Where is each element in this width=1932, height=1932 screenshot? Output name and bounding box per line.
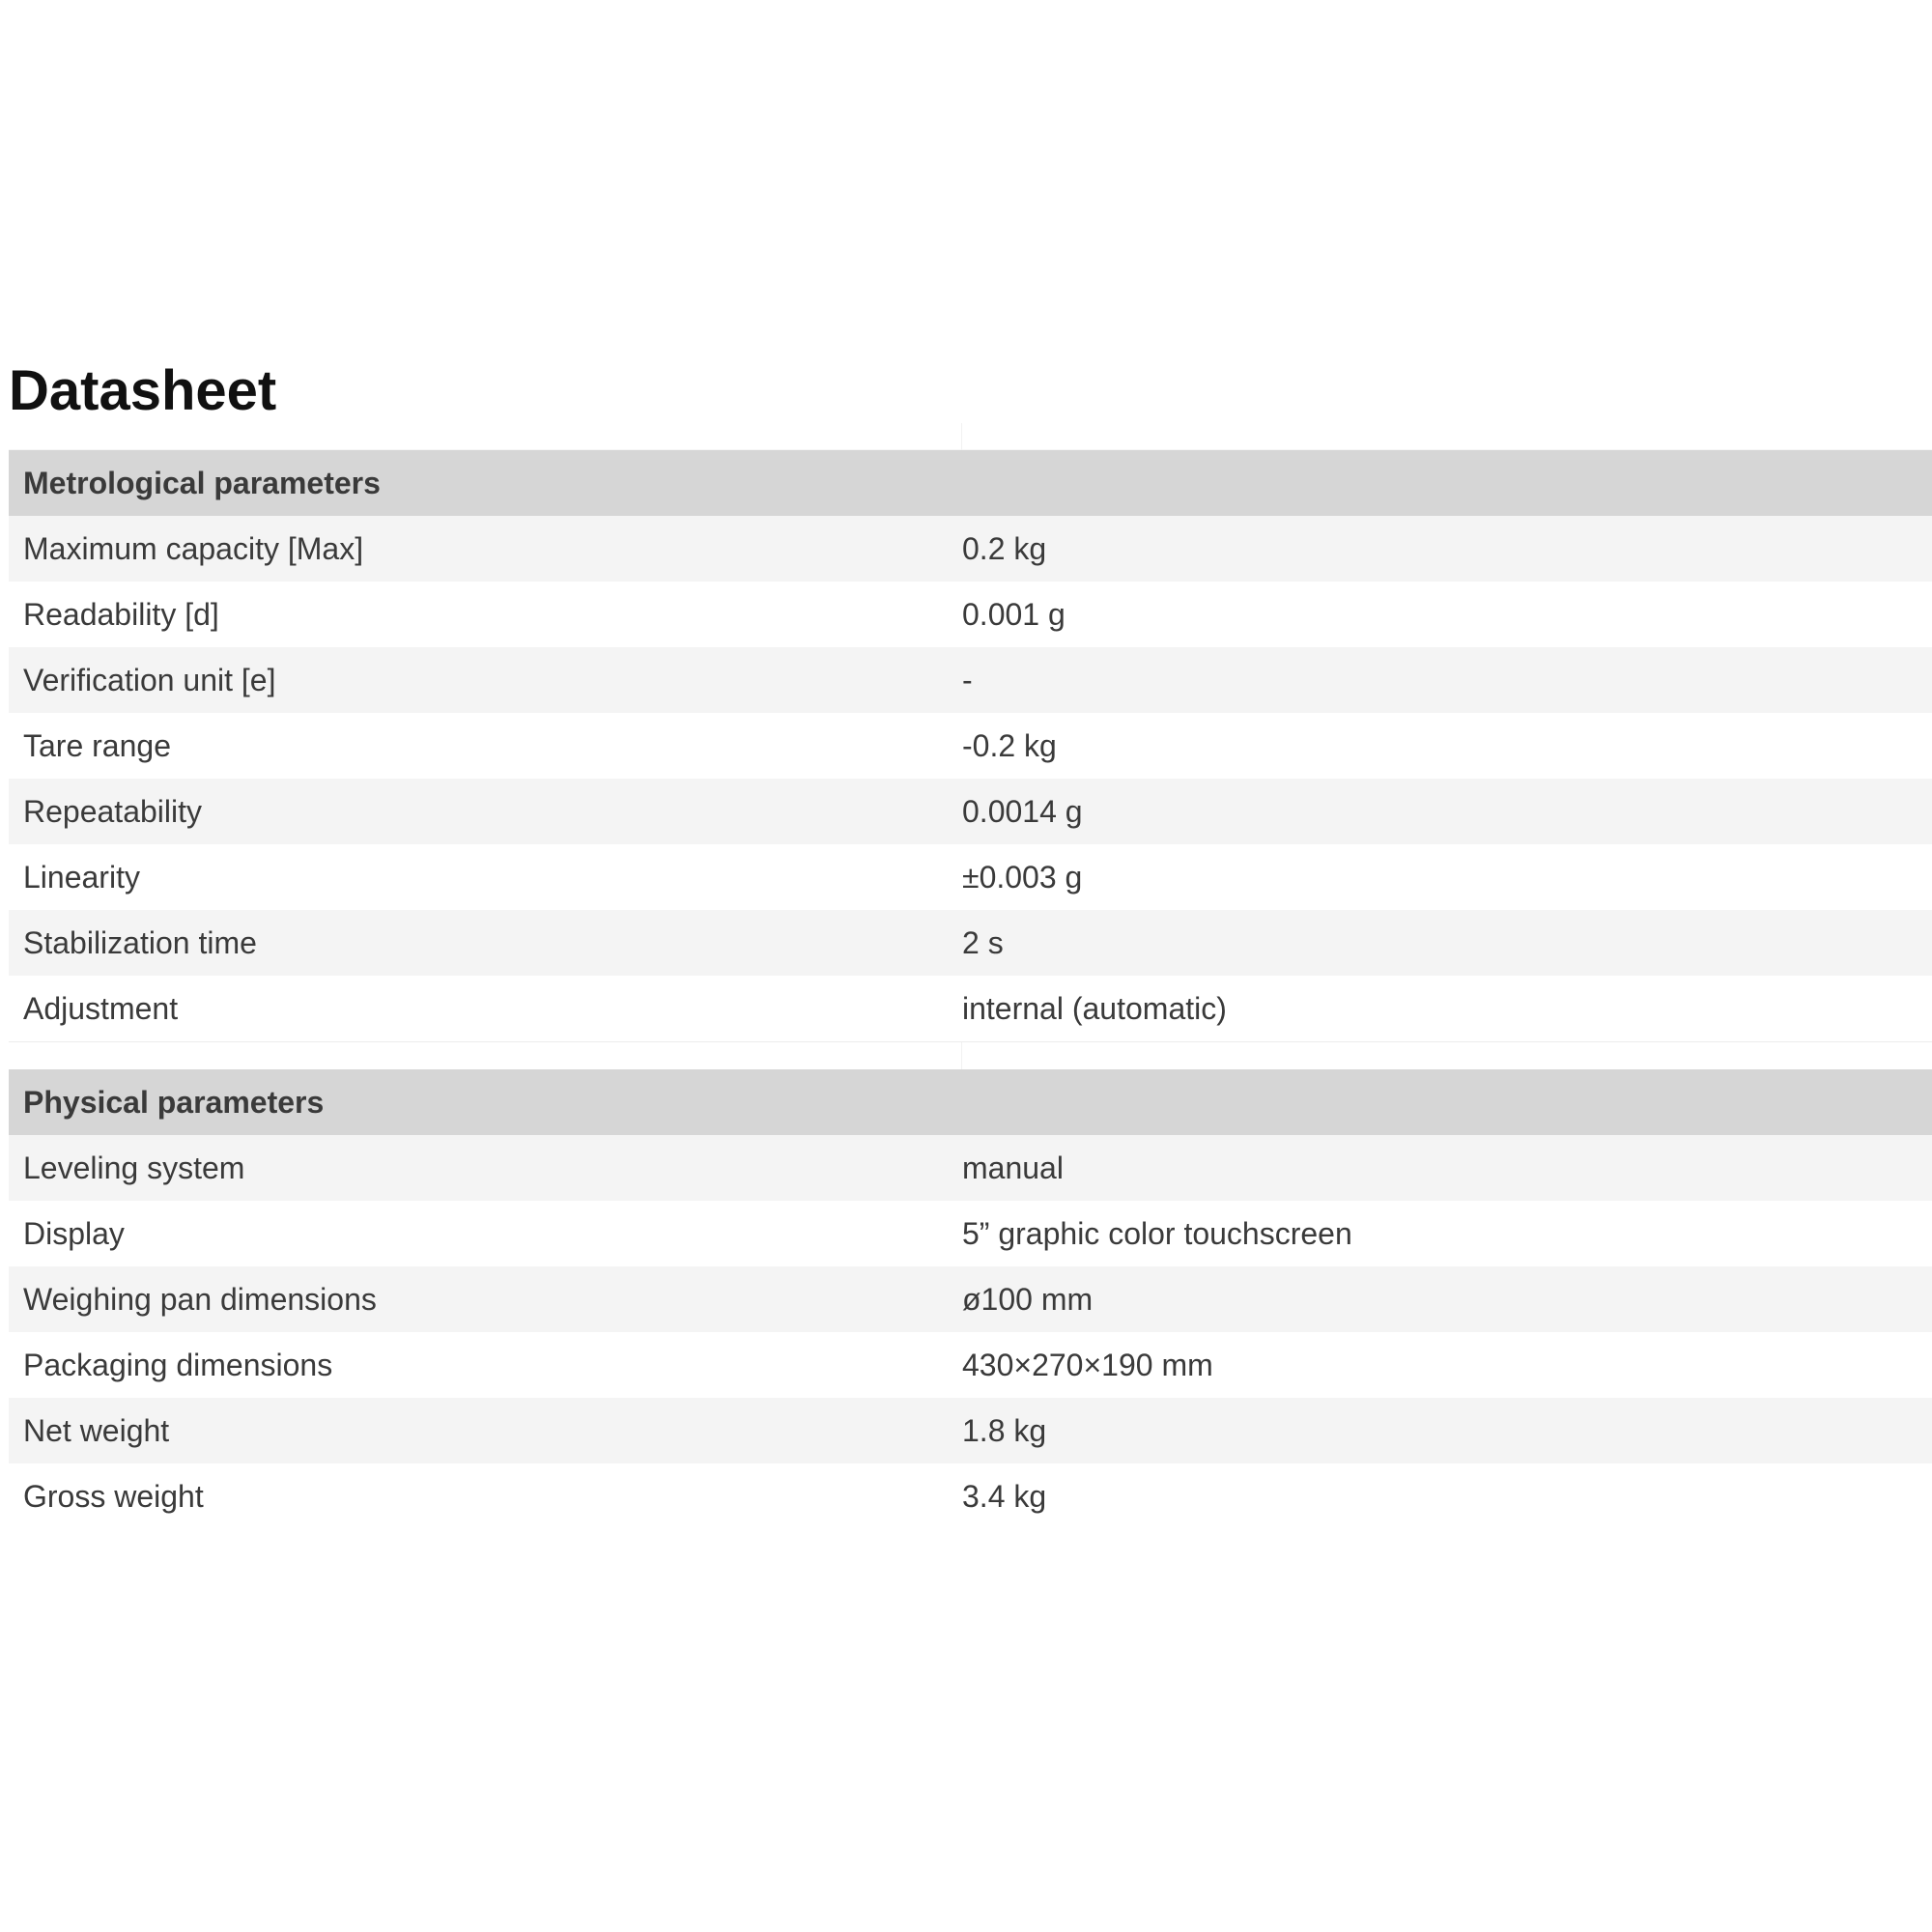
spec-value: ø100 mm xyxy=(962,1281,1094,1317)
spec-value: 1.8 kg xyxy=(962,1412,1047,1448)
spec-value: 5” graphic color touchscreen xyxy=(962,1215,1352,1251)
spec-row-tare-range xyxy=(9,713,1932,779)
spec-row-adjustment xyxy=(9,976,1932,1042)
spec-value: - xyxy=(962,662,973,697)
section-header-metrological: Metrological parameters xyxy=(9,450,1932,516)
spec-value: manual xyxy=(962,1150,1064,1185)
spec-label: Readability [d] xyxy=(23,596,219,632)
spec-label: Weighing pan dimensions xyxy=(23,1281,377,1317)
spec-label: Adjustment xyxy=(23,990,179,1026)
spec-label: Linearity xyxy=(23,859,140,895)
spec-label: Gross weight xyxy=(23,1478,204,1514)
table-spacer xyxy=(9,1042,1932,1069)
spec-label: Display xyxy=(23,1215,125,1251)
spec-value: internal (automatic) xyxy=(962,990,1227,1026)
spec-label: Tare range xyxy=(23,727,171,763)
spec-row-maximum-capacity xyxy=(9,516,1932,582)
spec-value: 430×270×190 mm xyxy=(962,1347,1213,1382)
spec-value: 0.2 kg xyxy=(962,530,1047,566)
spec-value: 0.0014 g xyxy=(962,793,1083,829)
spec-value: 3.4 kg xyxy=(962,1478,1047,1514)
spec-label: Repeatability xyxy=(23,793,202,829)
spec-row-net-weight xyxy=(9,1398,1932,1463)
spec-row-readability xyxy=(9,582,1932,647)
spec-label: Packaging dimensions xyxy=(23,1347,333,1382)
page-title: Datasheet xyxy=(9,359,277,422)
spec-row-repeatability xyxy=(9,779,1932,844)
spec-row-stabilization-time xyxy=(9,910,1932,976)
spec-row-display xyxy=(9,1201,1932,1266)
spec-row-gross-weight xyxy=(9,1463,1932,1529)
spec-row-leveling-system xyxy=(9,1135,1932,1201)
spec-row-linearity xyxy=(9,844,1932,910)
spec-value: -0.2 kg xyxy=(962,727,1057,763)
spec-value: ±0.003 g xyxy=(962,859,1083,895)
table-spacer xyxy=(9,423,1932,450)
spec-row-weighing-pan-dimensions xyxy=(9,1266,1932,1332)
spec-label: Leveling system xyxy=(23,1150,245,1185)
spec-value: 0.001 g xyxy=(962,596,1065,632)
spec-row-verification-unit xyxy=(9,647,1932,713)
spec-label: Verification unit [e] xyxy=(23,662,276,697)
section-header-physical: Physical parameters xyxy=(9,1069,1932,1135)
spec-value: 2 s xyxy=(962,924,1004,960)
spec-row-packaging-dimensions xyxy=(9,1332,1932,1398)
spec-label: Maximum capacity [Max] xyxy=(23,530,364,566)
spec-label: Net weight xyxy=(23,1412,170,1448)
datasheet-table xyxy=(9,423,1932,1529)
spec-label: Stabilization time xyxy=(23,924,257,960)
